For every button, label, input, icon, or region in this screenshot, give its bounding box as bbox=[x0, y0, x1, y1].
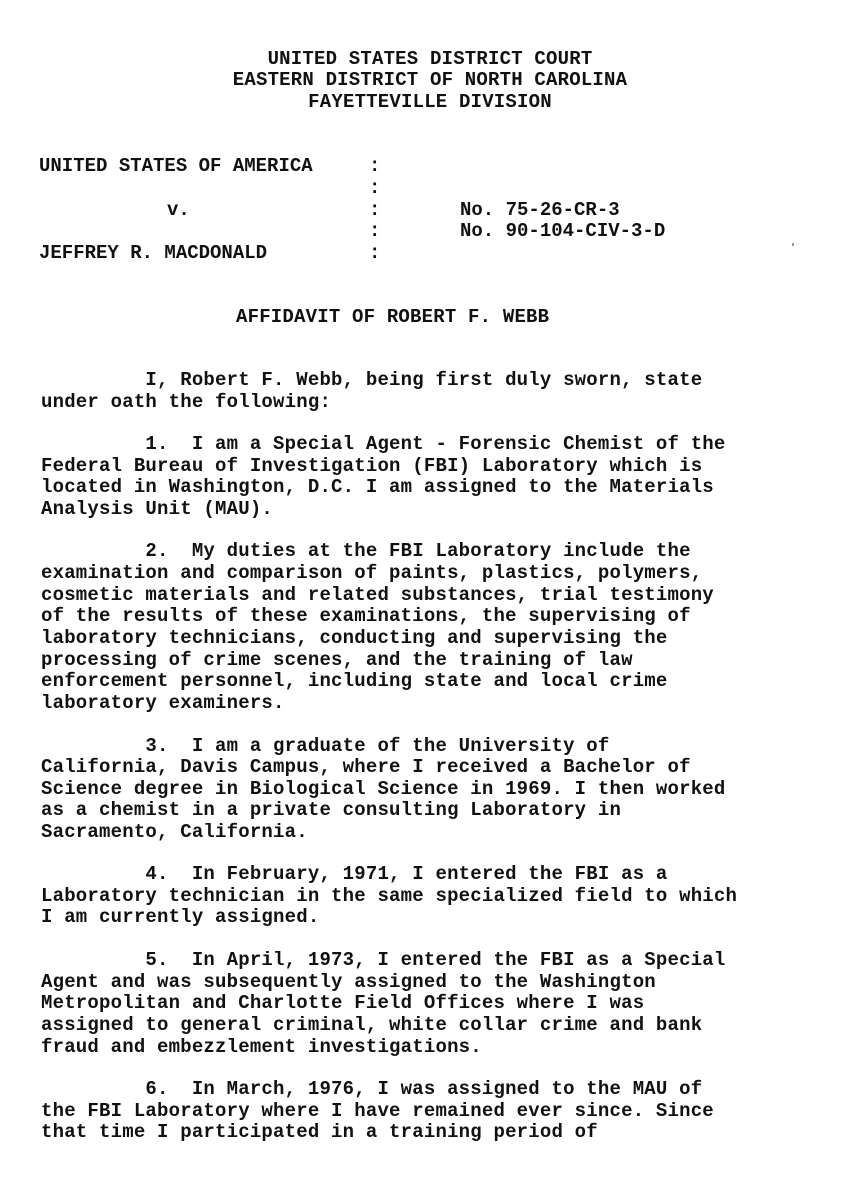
paragraph-line: 6. In March, 1976, I was assigned to the MAU of bbox=[41, 1078, 703, 1100]
case-number-civil: No. 90-104-CIV-3-D bbox=[460, 220, 666, 242]
paragraph-line: examination and comparison of paints, plastics, polymers, bbox=[41, 562, 703, 584]
court-district: EASTERN DISTRICT OF NORTH CAROLINA bbox=[232, 69, 628, 91]
paragraph-line: Metropolitan and Charlotte Field Offices where I was bbox=[41, 992, 645, 1014]
paragraph-line: under oath the following: bbox=[41, 391, 332, 413]
court-division: FAYETTEVILLE DIVISION bbox=[308, 91, 552, 113]
paragraph-line: fraud and embezzlement investigations. bbox=[41, 1036, 482, 1058]
paragraph-line: I, Robert F. Webb, being first duly sworn, state bbox=[41, 369, 703, 391]
paragraph-line: Analysis Unit (MAU). bbox=[41, 498, 274, 520]
caption-defendant: JEFFREY R. MACDONALD bbox=[39, 242, 268, 264]
paragraph-line: that time I participated in a training period of bbox=[41, 1121, 598, 1143]
paragraph-line: 4. In February, 1971, I entered the FBI as a bbox=[41, 863, 668, 885]
paragraph-line: cosmetic materials and related substances, trial testimony bbox=[41, 584, 714, 606]
scan-speck bbox=[792, 243, 794, 246]
caption-separator: : bbox=[369, 242, 381, 264]
court-name: UNITED STATES DISTRICT COURT bbox=[267, 48, 593, 70]
affidavit-title: AFFIDAVIT OF ROBERT F. WEBB bbox=[236, 306, 550, 328]
caption-separator: : bbox=[369, 220, 381, 242]
paragraph-line: located in Washington, D.C. I am assigned to the Materials bbox=[41, 476, 714, 498]
paragraph-line: processing of crime scenes, and the training of law bbox=[41, 649, 633, 671]
case-number-criminal: No. 75-26-CR-3 bbox=[460, 199, 620, 221]
paragraph-line: 3. I am a graduate of the University of bbox=[41, 735, 610, 757]
paragraph-line: as a chemist in a private consulting Laboratory in bbox=[41, 799, 622, 821]
paragraph-line: Agent and was subsequently assigned to the Washington bbox=[41, 971, 656, 993]
paragraph-line: Federal Bureau of Investigation (FBI) Laboratory which is bbox=[41, 455, 703, 477]
paragraph-line: of the results of these examinations, the supervising of bbox=[41, 605, 691, 627]
paragraph-line: laboratory technicians, conducting and supervising the bbox=[41, 627, 668, 649]
caption-separator: : bbox=[369, 177, 381, 199]
caption-separator: : bbox=[369, 199, 381, 221]
caption-versus: v. bbox=[167, 199, 190, 221]
paragraph-line: 2. My duties at the FBI Laboratory include the bbox=[41, 540, 691, 562]
paragraph-line: enforcement personnel, including state and local crime bbox=[41, 670, 668, 692]
caption-plaintiff: UNITED STATES OF AMERICA bbox=[39, 155, 313, 177]
paragraph-line: California, Davis Campus, where I received a Bachelor of bbox=[41, 756, 691, 778]
paragraph-line: Sacramento, California. bbox=[41, 821, 308, 843]
paragraph-line: laboratory examiners. bbox=[41, 692, 285, 714]
paragraph-line: Laboratory technician in the same specialized field to which bbox=[41, 885, 738, 907]
paragraph-line: 5. In April, 1973, I entered the FBI as a Special bbox=[41, 949, 726, 971]
caption-separator: : bbox=[369, 155, 381, 177]
paragraph-line: the FBI Laboratory where I have remained ever since. Since bbox=[41, 1100, 714, 1122]
paragraph-line: I am currently assigned. bbox=[41, 906, 320, 928]
paragraph-line: Science degree in Biological Science in 1969. I then worked bbox=[41, 778, 726, 800]
paragraph-line: 1. I am a Special Agent - Forensic Chemist of the bbox=[41, 433, 726, 455]
paragraph-line: assigned to general criminal, white collar crime and bank bbox=[41, 1014, 703, 1036]
